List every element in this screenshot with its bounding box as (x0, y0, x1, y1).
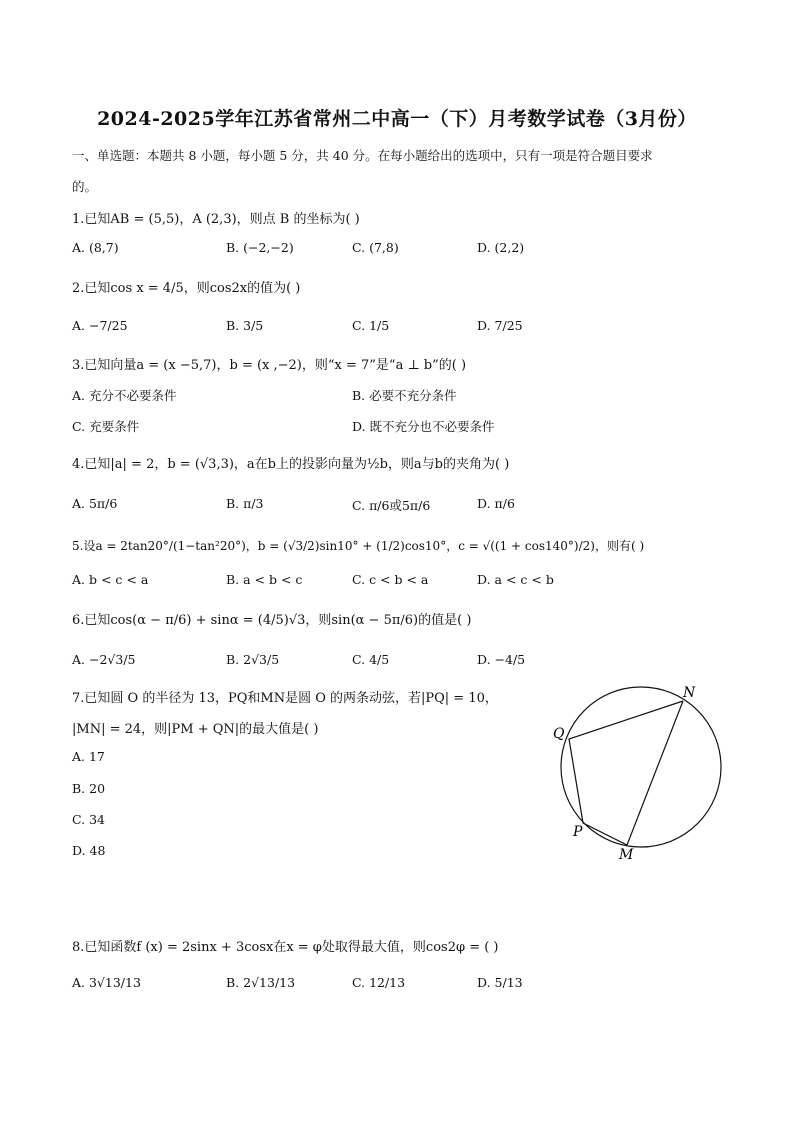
q8-option-c: C. 12/13 (352, 975, 406, 990)
q4-option-c: C. π/6或5π/6 (352, 498, 431, 513)
q7-circle-figure (545, 680, 745, 870)
section-heading: 一、单选题：本题共 8 小题，每小题 5 分，共 40 分。在每小题给出的选项中，只有一项是符合题目要求 (72, 148, 653, 163)
q1-option-d: D. (2,2) (477, 240, 525, 255)
label-n: N (683, 685, 696, 701)
q7-option-a: A. 17 (72, 749, 105, 764)
label-q: Q (553, 726, 565, 742)
q5-stem: 5.设a = 2tan20°/(1−tan²20°)，b = (√3/2)sin10° + (1/2)cos10°，c = √((1 + cos140°)/2)，则有( ) (72, 539, 645, 553)
q1-option-a: A. (8,7) (72, 240, 119, 255)
q3-option-d: D. 既不充分也不必要条件 (352, 419, 495, 434)
section-heading-cont: 的。 (72, 179, 98, 194)
q5-option-a: A. b < c < a (72, 572, 149, 587)
q7-option-d: D. 48 (72, 843, 106, 858)
q4-option-b: B. π/3 (226, 496, 264, 511)
q2-stem: 2.已知cos x = 4/5，则cos2x的值为( ) (72, 281, 301, 296)
q3-option-b: B. 必要不充分条件 (352, 388, 457, 403)
q4-stem: 4.已知|a| = 2，b = (√3,3)，a在b上的投影向量为½b，则a与b的夹角为( ) (72, 457, 510, 472)
q7-option-b: B. 20 (72, 781, 106, 796)
q6-option-a: A. −2√3/5 (72, 652, 136, 667)
q7-option-c: C. 34 (72, 812, 105, 827)
q3-stem: 3.已知向量a = (x −5,7)，b = (x ,−2)，则“x = 7”是“a ⊥ b”的( ) (72, 358, 467, 373)
chord-lines (569, 701, 683, 845)
q6-option-d: D. −4/5 (477, 652, 526, 667)
q8-option-b: B. 2√13/13 (226, 975, 296, 990)
q1-option-c: C. (7,8) (352, 240, 399, 255)
q8-option-d: D. 5/13 (477, 975, 523, 990)
q3-option-a: A. 充分不必要条件 (72, 388, 177, 403)
label-m: M (619, 847, 634, 863)
q4-option-a: A. 5π/6 (72, 496, 118, 511)
q8-option-a: A. 3√13/13 (72, 975, 141, 990)
q5-option-d: D. a < c < b (477, 572, 554, 587)
q1-stem: 1.已知AB = (5,5)，A (2,3)，则点 B 的坐标为( ) (72, 212, 360, 227)
q1-option-b: B. (−2,−2) (226, 240, 294, 255)
q2-option-c: C. 1/5 (352, 318, 390, 333)
q8-stem: 8.已知函数f (x) = 2sinx + 3cosx在x = φ处取得最大值，则cos2φ = ( ) (72, 940, 499, 955)
q7-stem-line1: 7.已知圆 O 的半径为 13，PQ和MN是圆 O 的两条动弦，若|PQ| = 10， (72, 691, 498, 706)
q6-stem: 6.已知cos(α − π/6) + sinα = (4/5)√3，则sin(α − 5π/6)的值是( ) (72, 613, 472, 628)
q7-stem-line2: |MN| = 24，则|PM + QN|的最大值是( ) (72, 722, 319, 737)
q4-option-d: D. π/6 (477, 496, 515, 511)
q2-option-b: B. 3/5 (226, 318, 264, 333)
circle-o (561, 687, 721, 847)
q3-option-c: C. 充要条件 (72, 419, 140, 434)
q2-option-d: D. 7/25 (477, 318, 523, 333)
q5-option-b: B. a < b < c (226, 572, 303, 587)
q2-option-a: A. −7/25 (72, 318, 128, 333)
q6-option-b: B. 2√3/5 (226, 652, 280, 667)
label-p: P (573, 824, 583, 840)
q6-option-c: C. 4/5 (352, 652, 390, 667)
page-title: 2024-2025学年江苏省常州二中高一（下）月考数学试卷（3月份） (97, 108, 697, 130)
q5-option-c: C. c < b < a (352, 572, 429, 587)
